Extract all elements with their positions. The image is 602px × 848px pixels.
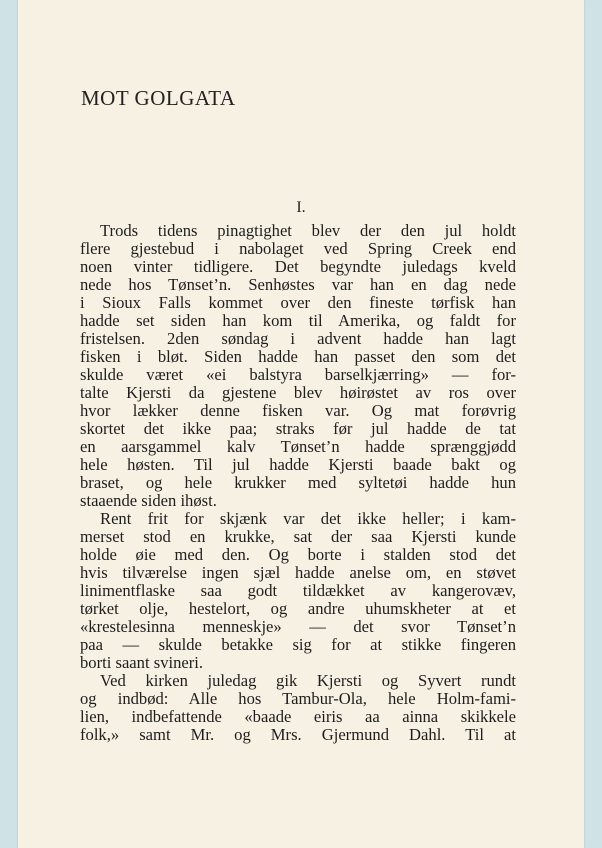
text-line: tørket olje, hestelort, og andre uhumskheter at et (80, 600, 516, 618)
text-line: hele høsten. Til jul hadde Kjersti baade bakt og (80, 456, 516, 474)
chapter-title: MOT GOLGATA (81, 86, 236, 110)
text-line: skulde været «ei balstyra barselkjærring» — for- (80, 366, 516, 384)
text-line: nede hos Tønset’n. Senhøstes var han en dag nede (80, 276, 516, 294)
text-line: lien, indbefattende «baade eiris aa ainna skikkele (80, 708, 516, 726)
text-line: folk,» samt Mr. og Mrs. Gjermund Dahl. Til at (80, 726, 516, 744)
text-line: Ved kirken juledag gik Kjersti og Syvert rundt (100, 672, 516, 690)
body-text (80, 222, 516, 744)
text-line: holde øie med den. Og borte i stalden stod det (80, 546, 516, 564)
text-line: og indbød: Alle hos Tambur-Ola, hele Holm-fami- (80, 690, 516, 708)
text-line: linimentflaske saa godt tildækket av kangerovæv, (80, 582, 516, 600)
text-line: fristelsen. 2den søndag i advent hadde han lagt (80, 330, 516, 348)
text-line: merset stod en krukke, sat der saa Kjersti kunde (80, 528, 516, 546)
text-line: noen vinter tidligere. Det begyndte juledags kveld (80, 258, 516, 276)
text-line: hadde set siden han kom til Amerika, og faldt for (80, 312, 516, 330)
text-line: flere gjestebud i nabolaget ved Spring Creek end (80, 240, 516, 258)
text-line: talte Kjersti da gjestene blev høirøstet av ros over (80, 384, 516, 402)
text-line: Trods tidens pinagtighet blev der den jul holdt (100, 222, 516, 240)
text-line: en aarsgammel kalv Tønset’n hadde sprænggjødd (80, 438, 516, 456)
text-line: braset, og hele krukker med syltetøi hadde hun (80, 474, 516, 492)
text-line: staaende siden ihøst. (80, 492, 217, 510)
text-line: hvor lækker denne fisken var. Og mat forøvrig (80, 402, 516, 420)
text-line: fisken i bløt. Siden hadde han passet den som det (80, 348, 516, 366)
text-line: Rent frit for skjænk var det ikke heller; i kam- (100, 510, 516, 528)
text-line: i Sioux Falls kommet over den fineste tørfisk han (80, 294, 516, 312)
book-page (18, 0, 584, 848)
chapter-number: I. (296, 199, 306, 216)
text-line: hvis tilværelse ingen sjæl hadde anelse om, en støvet (80, 564, 516, 582)
text-line: borti saant svineri. (80, 654, 204, 672)
text-line: «krestelesinna menneskje» — det svor Tønset’n (80, 618, 516, 636)
text-line: skortet det ikke paa; straks før jul hadde de tat (80, 420, 516, 438)
text-line: paa — skulde betakke sig for at stikke fingeren (80, 636, 516, 654)
